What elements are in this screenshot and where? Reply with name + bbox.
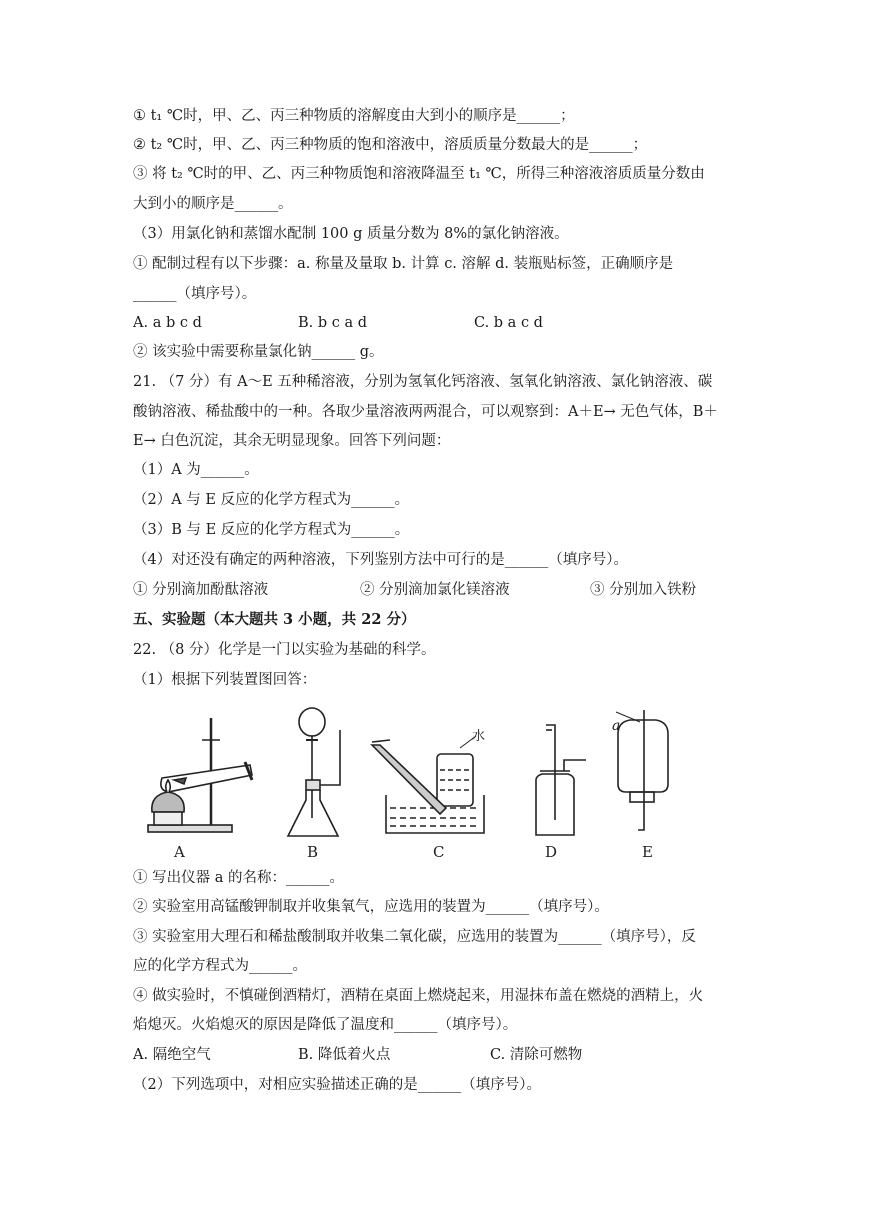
option-fire-c: C. 清除可燃物 [490, 1047, 583, 1063]
apparatus-d [536, 725, 586, 835]
label-e: E [642, 843, 653, 861]
question-line: 焰熄灭。火焰熄灭的原因是降低了温度和______（填序号）。 [133, 1017, 518, 1033]
question-line: 21. （7 分）有 A～E 五种稀溶液，分别为氢氧化钙溶液、氢氧化钠溶液、氯化钠溶液、碳 [133, 374, 713, 390]
option-order-b: B. b c a d [298, 315, 368, 331]
question-line: ③ 将 t₂ ℃时的甲、乙、丙三种物质饱和溶液降温至 t₁ ℃，所得三种溶液溶质质量分数由 [133, 166, 705, 182]
question-line: ③ 实验室用大理石和稀盐酸制取并收集二氧化碳，应选用的装置为______（填序号），反 [133, 929, 696, 945]
apparatus-figure [140, 700, 680, 865]
question-line: 应的化学方程式为______。 [133, 958, 307, 974]
apparatus-e [616, 710, 668, 830]
question-line: 22. （8 分）化学是一门以实验为基础的科学。 [133, 642, 436, 658]
question-line: ______（填序号）。 [133, 286, 257, 302]
question-line: （3）B 与 E 反应的化学方程式为______。 [133, 522, 410, 538]
question-line: E→ 白色沉淀，其余无明显现象。回答下列问题： [133, 433, 451, 449]
question-line: （3）用氯化钠和蒸馏水配制 100 g 质量分数为 8%的氯化钠溶液。 [133, 226, 569, 242]
option-method-2: ② 分别滴加氯化镁溶液 [360, 582, 510, 598]
label-a: A [174, 843, 185, 861]
label-b: B [307, 843, 319, 861]
option-order-c: C. b a c d [474, 315, 543, 331]
question-line: ② 该实验中需要称量氯化钠______ g。 [133, 344, 384, 360]
question-line: （4）对还没有确定的两种溶液，下列鉴别方法中可行的是______（填序号）。 [133, 552, 628, 568]
label-d: D [545, 843, 558, 861]
question-line: 酸钠溶液、稀盐酸中的一种。各取少量溶液两两混合，可以观察到：A＋E→ 无色气体，B＋ [133, 404, 718, 420]
apparatus-c [372, 736, 484, 833]
apparatus-b [288, 708, 340, 836]
part-a-label: a [612, 718, 621, 734]
apparatus-diagram [140, 700, 680, 865]
question-line: ④ 做实验时，不慎碰倒酒精灯，酒精在桌面上燃烧起来，用湿抹布盖在燃烧的酒精上，火 [133, 988, 704, 1004]
question-line: ① t₁ ℃时，甲、乙、丙三种物质的溶解度由大到小的顺序是______； [133, 108, 575, 124]
option-method-3: ③ 分别加入铁粉 [590, 582, 697, 598]
question-line: 大到小的顺序是______。 [133, 196, 293, 212]
option-fire-a: A. 隔绝空气 [133, 1047, 211, 1063]
question-line: （1）根据下列装置图回答： [133, 672, 317, 688]
apparatus-a [148, 718, 252, 832]
option-method-1: ① 分别滴加酚酞溶液 [133, 582, 269, 598]
question-line: （2）下列选项中，对相应实验描述正确的是______（填序号）。 [133, 1077, 541, 1093]
question-line: （1）A 为______。 [133, 462, 259, 478]
label-c: C [433, 843, 445, 861]
option-fire-b: B. 降低着火点 [298, 1047, 391, 1063]
question-line: ② t₂ ℃时，甲、乙、丙三种物质的饱和溶液中，溶质质量分数最大的是______； [133, 137, 648, 153]
water-label: 水 [472, 729, 486, 744]
question-line: ① 配制过程有以下步骤：a. 称量及量取 b. 计算 c. 溶解 d. 装瓶贴标签，正确顺序是 [133, 256, 674, 272]
question-line: ① 写出仪器 a 的名称：______。 [133, 870, 344, 886]
option-order-a: A. a b c d [133, 315, 202, 331]
question-line: （2）A 与 E 反应的化学方程式为______。 [133, 492, 410, 508]
question-line: ② 实验室用高锰酸钾制取并收集氧气，应选用的装置为______（填序号）。 [133, 899, 609, 915]
section-heading: 五、实验题（本大题共 3 小题，共 22 分） [133, 611, 416, 628]
